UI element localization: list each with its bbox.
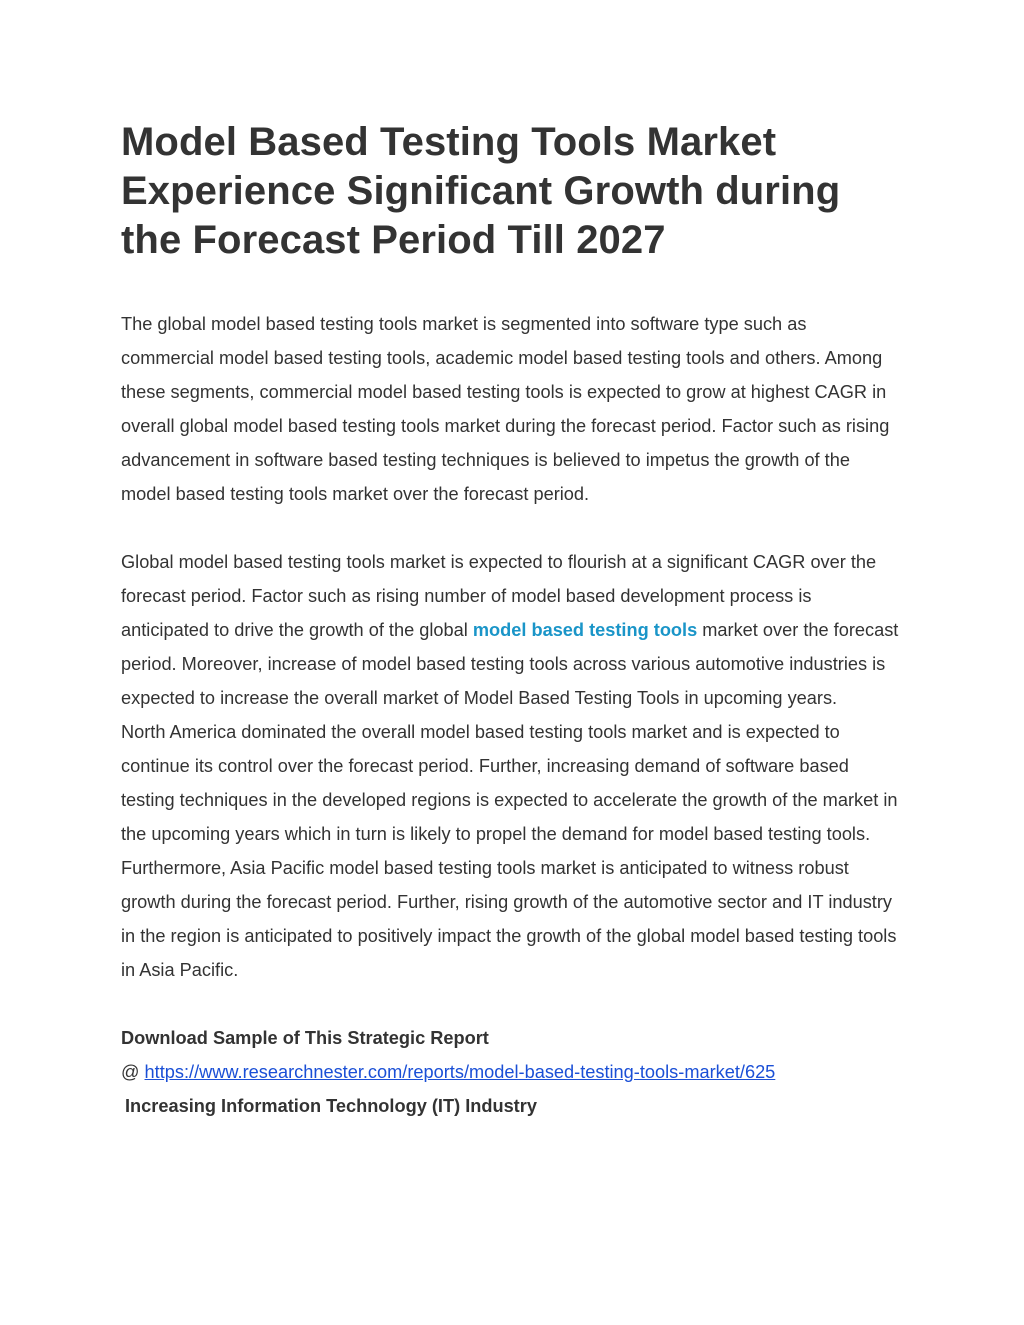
download-sample-heading: Download Sample of This Strategic Report bbox=[121, 1028, 489, 1048]
report-url-line bbox=[121, 1055, 901, 1089]
paragraph-growth-text-end: market over the forecast period. Moreover, increase of model based testing tools across various automotive industries is expected to increase the overall market of Model Based Testing Tools in upcoming years. bbox=[121, 620, 899, 708]
article bbox=[121, 118, 901, 1123]
report-url-link[interactable]: https://www.researchnester.com/reports/model-based-testing-tools-market/625 bbox=[144, 1062, 776, 1082]
paragraph-growth-text-start: Global model based testing tools market is expected to flourish at a significant CAGR over the forecast period. Factor such as rising number of model based development process is anticipated to drive the growth of the global bbox=[121, 552, 877, 640]
section-subheading: Increasing Information Technology (IT) Industry bbox=[125, 1096, 537, 1116]
at-symbol: @ bbox=[121, 1062, 145, 1082]
paragraph-regional-outlook: North America dominated the overall model based testing tools market and is expected to continue its control over the forecast period. Further, increasing demand of software based testing techniques in the developed regions is expected to accelerate the growth of the market in the upcoming years which in turn is likely to propel the demand for model based testing tools. Furthermore, Asia Pacific model based testing tools market is anticipated to witness robust growth during the forecast period. Further, rising growth of the automotive sector and IT industry in the region is anticipated to positively impact the growth of the global model based testing tools in Asia Pacific. bbox=[121, 722, 898, 980]
article-title: Model Based Testing Tools Market Experience Significant Growth during the Forecast Period Till 2027 bbox=[121, 120, 841, 262]
paragraph-growth-drivers bbox=[121, 545, 901, 715]
model-based-testing-tools-link[interactable]: model based testing tools bbox=[472, 620, 698, 640]
download-sample-section bbox=[121, 1021, 901, 1123]
paragraph-segmentation: The global model based testing tools market is segmented into software type such as commercial model based testing tools, academic model based testing tools and others. Among these segments, commercial model based testing tools is expected to grow at highest CAGR in overall global model based testing tools market during the forecast period. Factor such as rising advancement in software based testing techniques is believed to impetus the growth of the model based testing tools market over the forecast period. bbox=[121, 314, 890, 504]
